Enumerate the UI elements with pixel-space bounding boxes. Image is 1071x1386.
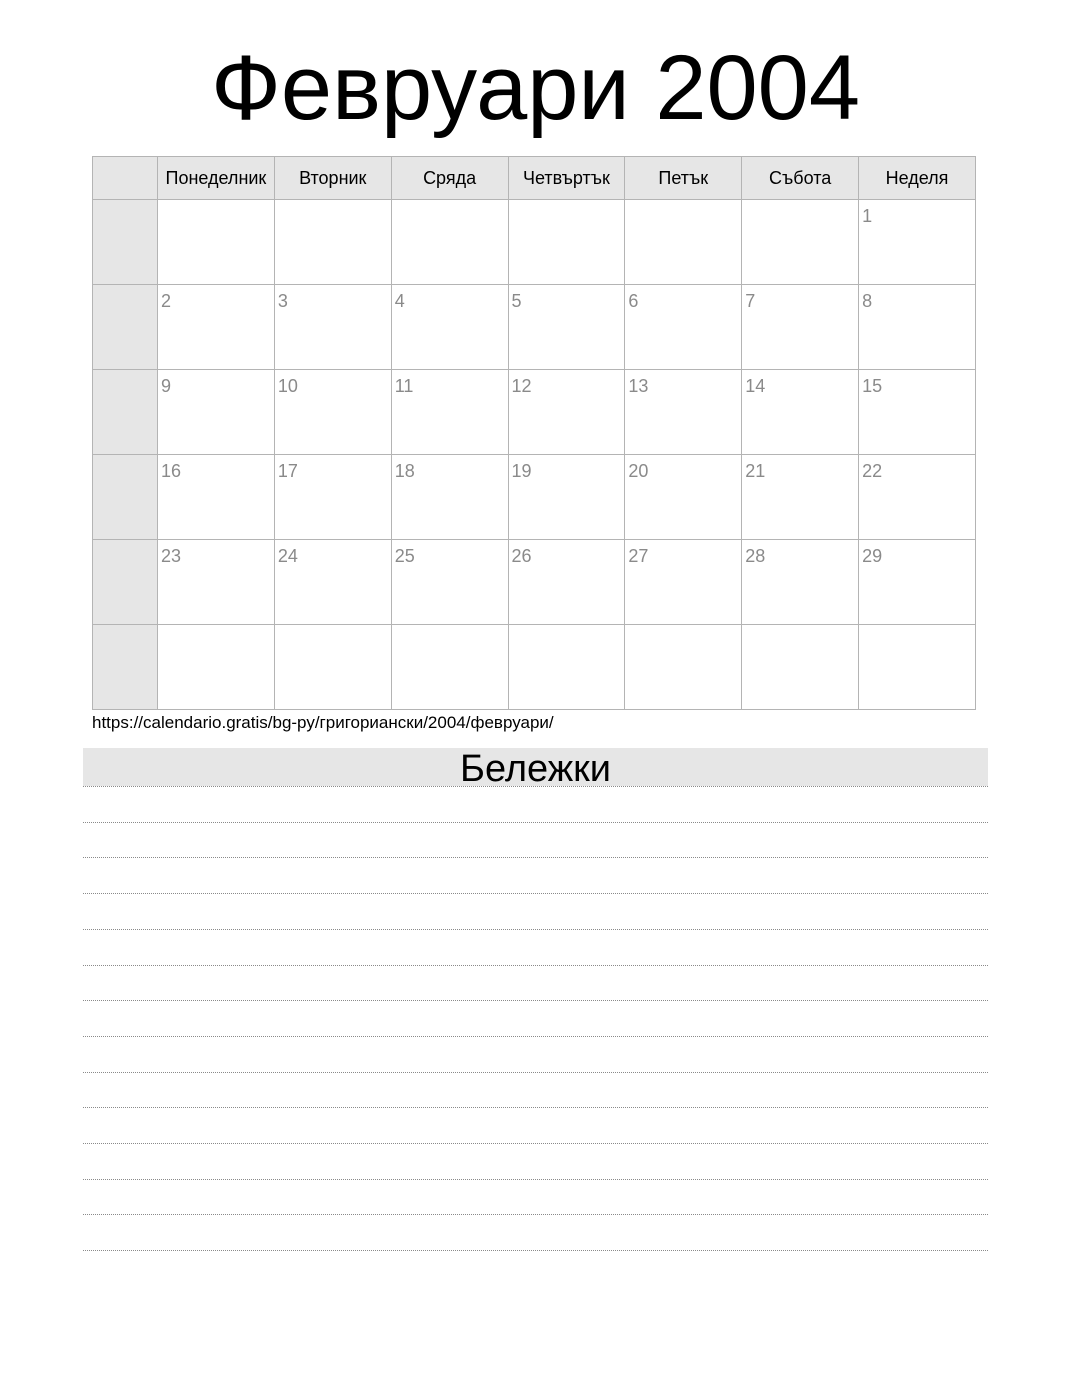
- day-cell: [508, 540, 625, 625]
- calendar-title: Февруари 2004: [210, 37, 861, 139]
- day-number: [158, 625, 274, 631]
- week-number-cell: [93, 200, 158, 285]
- day-cell: [508, 455, 625, 540]
- day-number: 21: [745, 461, 766, 481]
- week-number-cell: [93, 540, 158, 625]
- week-number-cell: [93, 455, 158, 540]
- note-line: [83, 1250, 988, 1251]
- day-cell: [158, 370, 275, 455]
- note-line: [83, 1036, 988, 1037]
- day-number: 4: [394, 291, 405, 311]
- day-cell: [274, 285, 391, 370]
- day-cell: [391, 370, 508, 455]
- day-cell: [158, 200, 275, 285]
- weekday-header-tuesday: Вторник: [274, 157, 391, 200]
- day-number: 10: [277, 376, 298, 396]
- week-number-header: [93, 157, 158, 200]
- day-number: 25: [394, 546, 415, 566]
- day-number: 29: [862, 546, 883, 566]
- day-cell: [625, 625, 742, 710]
- day-cell: [742, 370, 859, 455]
- notes-title: Бележки: [83, 748, 988, 786]
- day-number: [275, 200, 391, 206]
- day-cell: [391, 625, 508, 710]
- day-cell: [859, 370, 976, 455]
- day-number: 20: [628, 461, 649, 481]
- day-cell: [625, 285, 742, 370]
- day-cell: [625, 370, 742, 455]
- day-number: 13: [628, 376, 649, 396]
- day-cell: [625, 200, 742, 285]
- weekday-header-friday: Петък: [625, 157, 742, 200]
- day-number: 23: [161, 546, 182, 566]
- day-number: [625, 625, 741, 631]
- week-number-cell: [93, 285, 158, 370]
- day-number: 3: [277, 291, 288, 311]
- note-line: [83, 929, 988, 930]
- day-cell: [391, 540, 508, 625]
- day-number: [742, 625, 858, 631]
- day-number: 14: [745, 376, 766, 396]
- day-cell: [859, 455, 976, 540]
- day-number: [275, 625, 391, 631]
- day-number: 16: [161, 461, 182, 481]
- day-cell: [274, 370, 391, 455]
- month-calendar-grid: [92, 156, 976, 710]
- day-number: 17: [277, 461, 298, 481]
- day-number: 18: [394, 461, 415, 481]
- day-cell: [859, 540, 976, 625]
- day-cell: [391, 455, 508, 540]
- day-number: 12: [511, 376, 532, 396]
- weekday-header-sunday: Неделя: [859, 157, 976, 200]
- day-number: 26: [511, 546, 532, 566]
- week-number-cell: [93, 625, 158, 710]
- week-row: [93, 455, 976, 540]
- note-line: [83, 1107, 988, 1108]
- weekday-header-row: [93, 157, 976, 200]
- day-number: [392, 625, 508, 631]
- note-line: [83, 1214, 988, 1215]
- day-cell: [391, 285, 508, 370]
- day-cell: [508, 200, 625, 285]
- day-number: 11: [394, 376, 414, 396]
- note-line: [83, 1143, 988, 1144]
- day-cell: [158, 540, 275, 625]
- week-row: [93, 285, 976, 370]
- day-number: 7: [745, 291, 756, 311]
- week-row: [93, 540, 976, 625]
- weekday-header-wednesday: Сряда: [391, 157, 508, 200]
- day-number: 5: [511, 291, 522, 311]
- note-line: [83, 857, 988, 858]
- note-line: [83, 1072, 988, 1073]
- day-cell: [859, 200, 976, 285]
- day-number: 6: [628, 291, 639, 311]
- day-number: 22: [862, 461, 883, 481]
- day-cell: [274, 455, 391, 540]
- weekday-header-monday: Понеделник: [158, 157, 275, 200]
- day-number: 2: [161, 291, 172, 311]
- day-cell: [625, 540, 742, 625]
- day-cell: [508, 285, 625, 370]
- day-number: 24: [277, 546, 298, 566]
- day-cell: [158, 285, 275, 370]
- note-line: [83, 893, 988, 894]
- week-row: [93, 200, 976, 285]
- day-cell: [625, 455, 742, 540]
- day-number: 1: [862, 206, 873, 226]
- day-number: [158, 200, 274, 206]
- day-number: 28: [745, 546, 766, 566]
- day-number: [625, 200, 741, 206]
- day-number: [859, 625, 975, 631]
- day-cell: [742, 285, 859, 370]
- day-cell: [508, 370, 625, 455]
- note-line: [83, 786, 988, 787]
- day-cell: [274, 200, 391, 285]
- day-number: [509, 200, 625, 206]
- day-number: 19: [511, 461, 532, 481]
- note-line: [83, 822, 988, 823]
- day-number: 8: [862, 291, 873, 311]
- day-cell: [742, 455, 859, 540]
- note-line: [83, 965, 988, 966]
- day-cell: [274, 625, 391, 710]
- week-number-cell: [93, 370, 158, 455]
- weekday-header-thursday: Четвъртък: [508, 157, 625, 200]
- day-cell: [391, 200, 508, 285]
- day-cell: [742, 540, 859, 625]
- day-number: 9: [161, 376, 172, 396]
- day-number: [509, 625, 625, 631]
- note-line: [83, 1179, 988, 1180]
- day-cell: [859, 285, 976, 370]
- day-number: [392, 200, 508, 206]
- week-row: [93, 370, 976, 455]
- day-cell: [742, 625, 859, 710]
- day-cell: [158, 625, 275, 710]
- day-cell: [158, 455, 275, 540]
- day-number: 15: [862, 376, 883, 396]
- week-row: [93, 625, 976, 710]
- day-cell: [859, 625, 976, 710]
- weekday-header-saturday: Събота: [742, 157, 859, 200]
- day-cell: [742, 200, 859, 285]
- day-cell: [274, 540, 391, 625]
- source-url: https://calendario.gratis/bg-ру/григориански/2004/февруари/: [92, 713, 554, 732]
- note-line: [83, 1000, 988, 1001]
- day-number: 27: [628, 546, 649, 566]
- day-cell: [508, 625, 625, 710]
- day-number: [742, 200, 858, 206]
